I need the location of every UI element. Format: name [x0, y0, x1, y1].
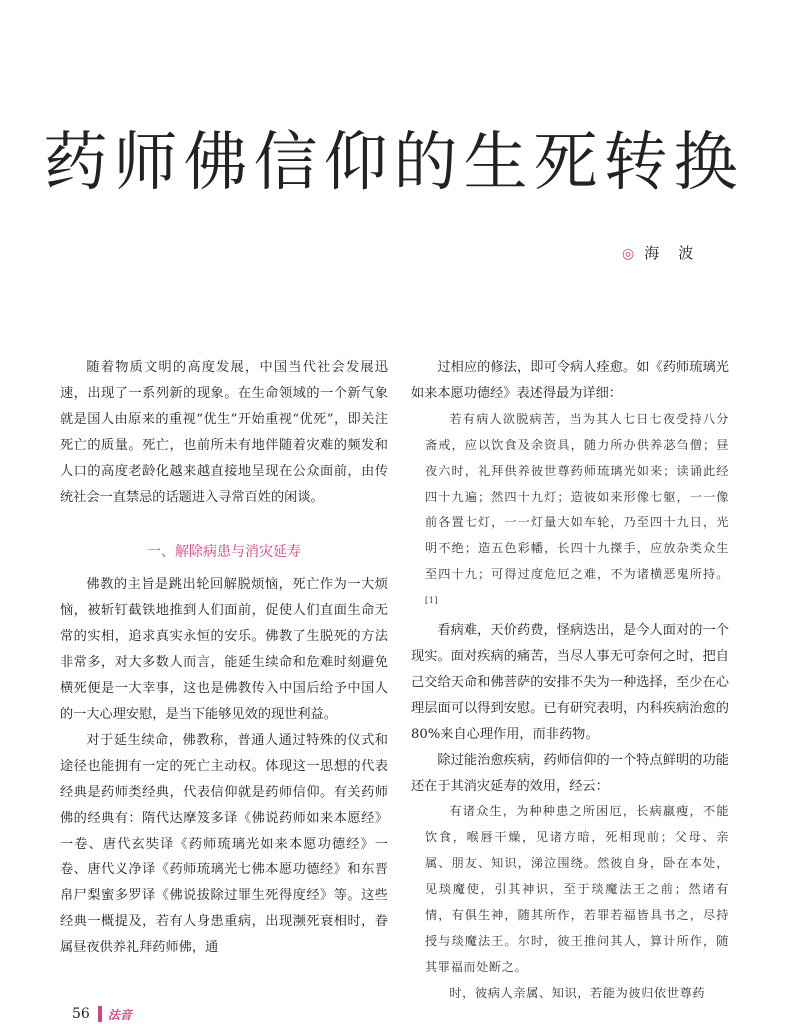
article-title: 药师佛信仰的生死转换	[43, 126, 744, 200]
bullet-icon: ◎	[622, 246, 637, 262]
body-paragraph: 对于延生续命，佛教称，普通人通过特殊的仪式和途径也能拥有一定的死亡主动权。体现这一思想的代表经典是药师类经典，代表信仰就是药师信仰。有关药师佛的经典有：隋代达摩笈多译《佛说药师如来本愿经》一卷、唐代玄奘译《药师琉璃光如来本愿功德经》一卷、唐代义净译《药师琉璃光七佛本愿功德经》和东晋帛尸梨蜜多罗译《佛说拔除过罪生死得度经》等。这些经典一概提及，若有人身患重病，出现濒死衰相时，眷属昼夜供养礼拜药师佛，通	[60, 732, 388, 956]
sutra-quote: 有诸众生，为种种患之所困厄，长病羸瘦，不能饮食，喉唇干燥，见诸方暗，死相现前；父母、亲属、朋友、知识，涕泣围绕。然彼自身，卧在本处，见琰魔使，引其神识，至于琰魔法王之前；然诸有情，有俱生神，随其所作，若罪若福皆具书之，尽持授与琰魔法王。尔时，彼王推问其人，算计所作，随其罪福而处断之。	[425, 804, 729, 974]
body-paragraph: 除过能治愈疾病，药师信仰的一个特点鲜明的功能还在于其消灾延寿的效用，经云：	[411, 752, 729, 794]
right-column	[411, 355, 729, 1007]
magazine-logo: 法音	[107, 1007, 132, 1022]
quote-text: 若有病人欲脱病苦，当为其人七日七夜受持八分斋戒，应以饮食及余资具，随力所办供养苾刍僧；昼夜六时，礼拜供养彼世尊药师琉璃光如来；读诵此经四十九遍；然四十九灯；造彼如来形像七躯，一一像前各置七灯，一一灯量大如车轮，乃至四十九日，光明不绝；造五色彩幡，长四十九搩手，应放杂类众生至四十九；可得过度危厄之难，不为诸横恶鬼所持。	[425, 411, 729, 582]
body-paragraph: 看病难，天价药费，怪病迭出，是今人面对的一个现实。面对疾病的痛苦，当尽人事无可奈何之时，把自己交给天命和佛菩萨的安排不失为一种选择，至少在心理层面可以得到安慰。已有研究表明，内科疾病治愈的80%来自心理作用，而非药物。	[411, 623, 729, 742]
body-paragraph: 佛教的主旨是跳出轮回解脱烦恼，死亡作为一大烦恼，被斩钉截铁地推到人们面前，促使人们直面生命无常的实相，追求真实永恒的安乐。佛教了生脱死的方法非常多，对大多数人而言，能延生续命和危难时刻避免横死便是一大幸事，这也是佛教传入中国后给予中国人的一大心理安慰，是当下能够见效的现世利益。	[60, 577, 388, 722]
author-line	[622, 242, 695, 263]
author-name: 海 波	[644, 244, 696, 262]
footnote-ref: [1]	[425, 596, 439, 606]
left-column	[60, 355, 388, 961]
body-paragraph: 过相应的修法，即可令病人痊愈。如《药师琉璃光如来本愿功德经》表述得最为详细：	[411, 360, 729, 401]
page-number: 56	[72, 1006, 90, 1022]
page-footer	[72, 1004, 132, 1024]
section-heading: 一、解除病患与消灾延寿	[147, 544, 301, 561]
sutra-quote	[411, 407, 729, 618]
intro-paragraph: 随着物质文明的高度发展，中国当代社会发展迅速，出现了一系列新的现象。在生命领域的一个新气象就是国人由原来的重视“优生”开始重视“优死”，即关注死亡的质量。死亡，也前所未有地伴随着灾难的频发和人口的高度老龄化越来越直接地呈现在公众面前，由传统社会一直禁忌的话题进入寻常百姓的闲谈。	[60, 360, 388, 505]
footer-bar	[98, 1006, 102, 1022]
sutra-quote: 时，彼病人亲属、知识，若能为彼归依世尊药	[449, 985, 706, 1000]
